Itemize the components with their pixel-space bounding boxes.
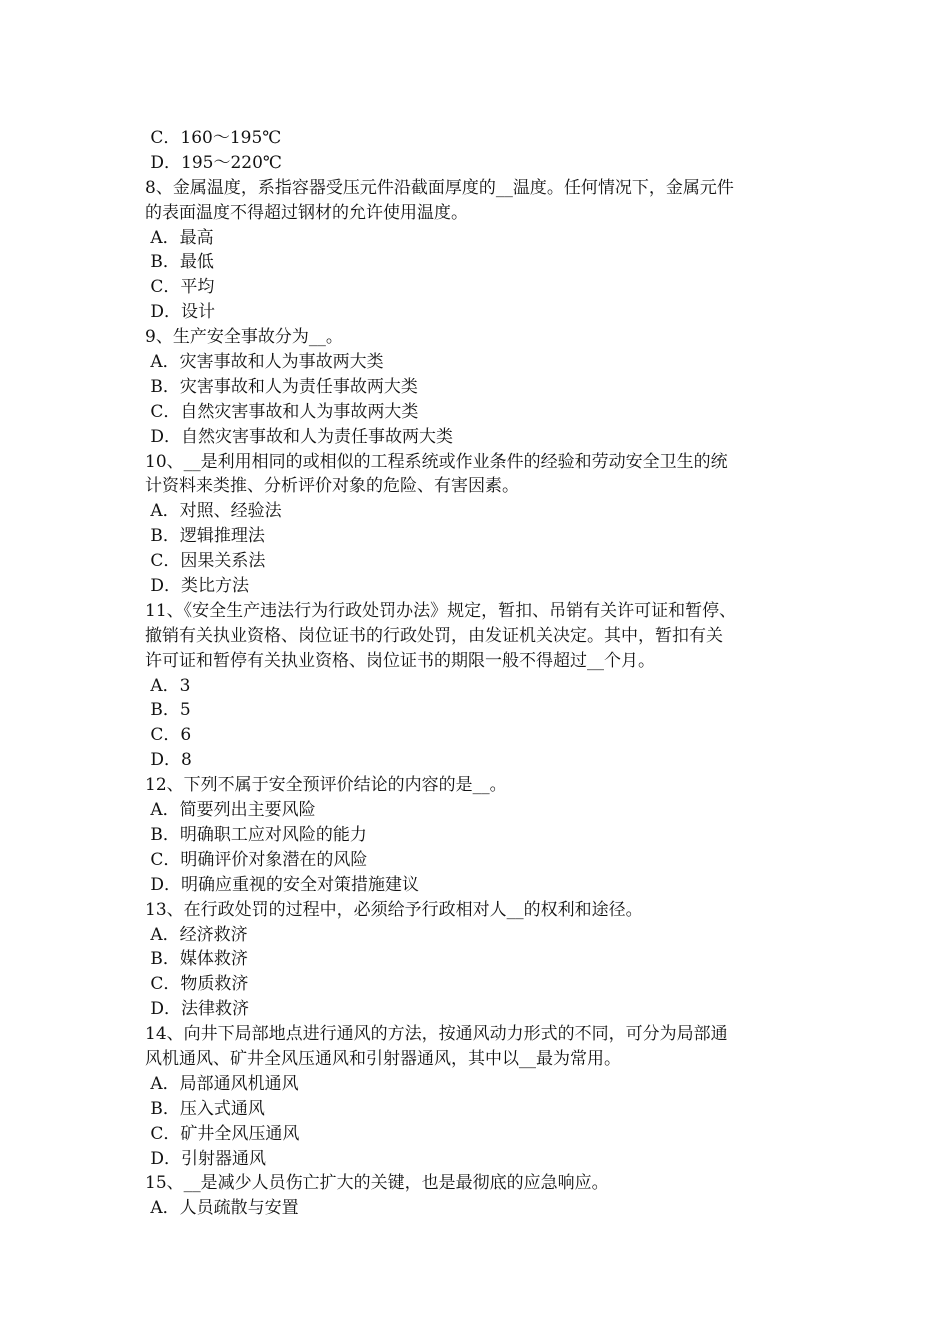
question-text-line: 9、生产安全事故分为__。 (145, 327, 343, 348)
answer-option-line: B．媒体救济 (145, 949, 248, 970)
answer-option-line: B．明确职工应对风险的能力 (145, 824, 367, 845)
answer-option-line: C．自然灾害事故和人为事故两大类 (145, 401, 419, 422)
question-text-line: 13、在行政处罚的过程中，必须给予行政相对人__的权利和途径。 (145, 899, 643, 920)
answer-option-line: B．最低 (145, 252, 214, 273)
question-text-line: 12、下列不属于安全预评价结论的内容的是__。 (145, 775, 507, 796)
answer-option-line: C．平均 (145, 277, 215, 298)
answer-option-line: C．160～195℃ (145, 128, 282, 148)
question-text-line: 计资料来类推、分析评价对象的危险、有害因素。 (145, 476, 519, 497)
answer-option-line: A．经济救济 (145, 924, 248, 945)
answer-option-line: C．因果关系法 (145, 551, 266, 572)
answer-option-line: A．灾害事故和人为事故两大类 (145, 352, 384, 373)
answer-option-line: A．局部通风机通风 (145, 1073, 299, 1094)
answer-option-line: B．压入式通风 (145, 1098, 265, 1119)
answer-option-line: C．矿井全风压通风 (145, 1123, 300, 1144)
answer-option-line: B．5 (145, 700, 191, 721)
question-text-line: 11、《安全生产违法行为行政处罚办法》规定，暂扣、吊销有关许可证和暂停、 (145, 600, 737, 621)
answer-option-line: D．195～220℃ (145, 152, 282, 173)
question-text-line: 15、__是减少人员伤亡扩大的关键，也是最彻底的应急响应。 (145, 1173, 609, 1194)
question-text-line: 的表面温度不得超过钢材的允许使用温度。 (145, 202, 468, 223)
answer-option-line: A．3 (145, 675, 191, 696)
answer-option-line: C．物质救济 (145, 974, 249, 995)
answer-option-line: B．灾害事故和人为责任事故两大类 (145, 376, 418, 397)
answer-option-line: D．明确应重视的安全对策措施建议 (145, 874, 420, 895)
document-body (145, 126, 825, 1221)
question-text-line: 撤销有关执业资格、岗位证书的行政处罚，由发证机关决定。其中，暂扣有关 (145, 625, 723, 646)
answer-option-line: A．简要列出主要风险 (145, 800, 316, 821)
question-text-line: 风机通风、矿井全风压通风和引射器通风，其中以__最为常用。 (145, 1048, 621, 1069)
question-text-line: 14、向井下局部地点进行通风的方法，按通风动力形式的不同，可分为局部通 (145, 1024, 728, 1045)
answer-option-line: D．法律救济 (145, 999, 250, 1020)
question-text-line: 许可证和暂停有关执业资格、岗位证书的期限一般不得超过__个月。 (145, 650, 655, 671)
question-text-line: 8、金属温度，系指容器受压元件沿截面厚度的__温度。任何情况下，金属元件 (145, 177, 734, 198)
answer-option-line: C．6 (145, 725, 192, 746)
answer-option-line: B．逻辑推理法 (145, 526, 265, 547)
answer-option-line: D．类比方法 (145, 576, 250, 597)
answer-option-line: C．明确评价对象潜在的风险 (145, 849, 368, 870)
question-text-line: 10、__是利用相同的或相似的工程系统或作业条件的经验和劳动安全卫生的统 (145, 451, 728, 472)
answer-option-line: A．人员疏散与安置 (145, 1198, 299, 1219)
answer-option-line: A．对照、经验法 (145, 501, 282, 522)
answer-option-line: D．引射器通风 (145, 1148, 267, 1169)
answer-option-line: A．最高 (145, 227, 214, 248)
answer-option-line: D．自然灾害事故和人为责任事故两大类 (145, 426, 454, 447)
answer-option-line: D．设计 (145, 302, 216, 323)
answer-option-line: D．8 (145, 750, 192, 771)
